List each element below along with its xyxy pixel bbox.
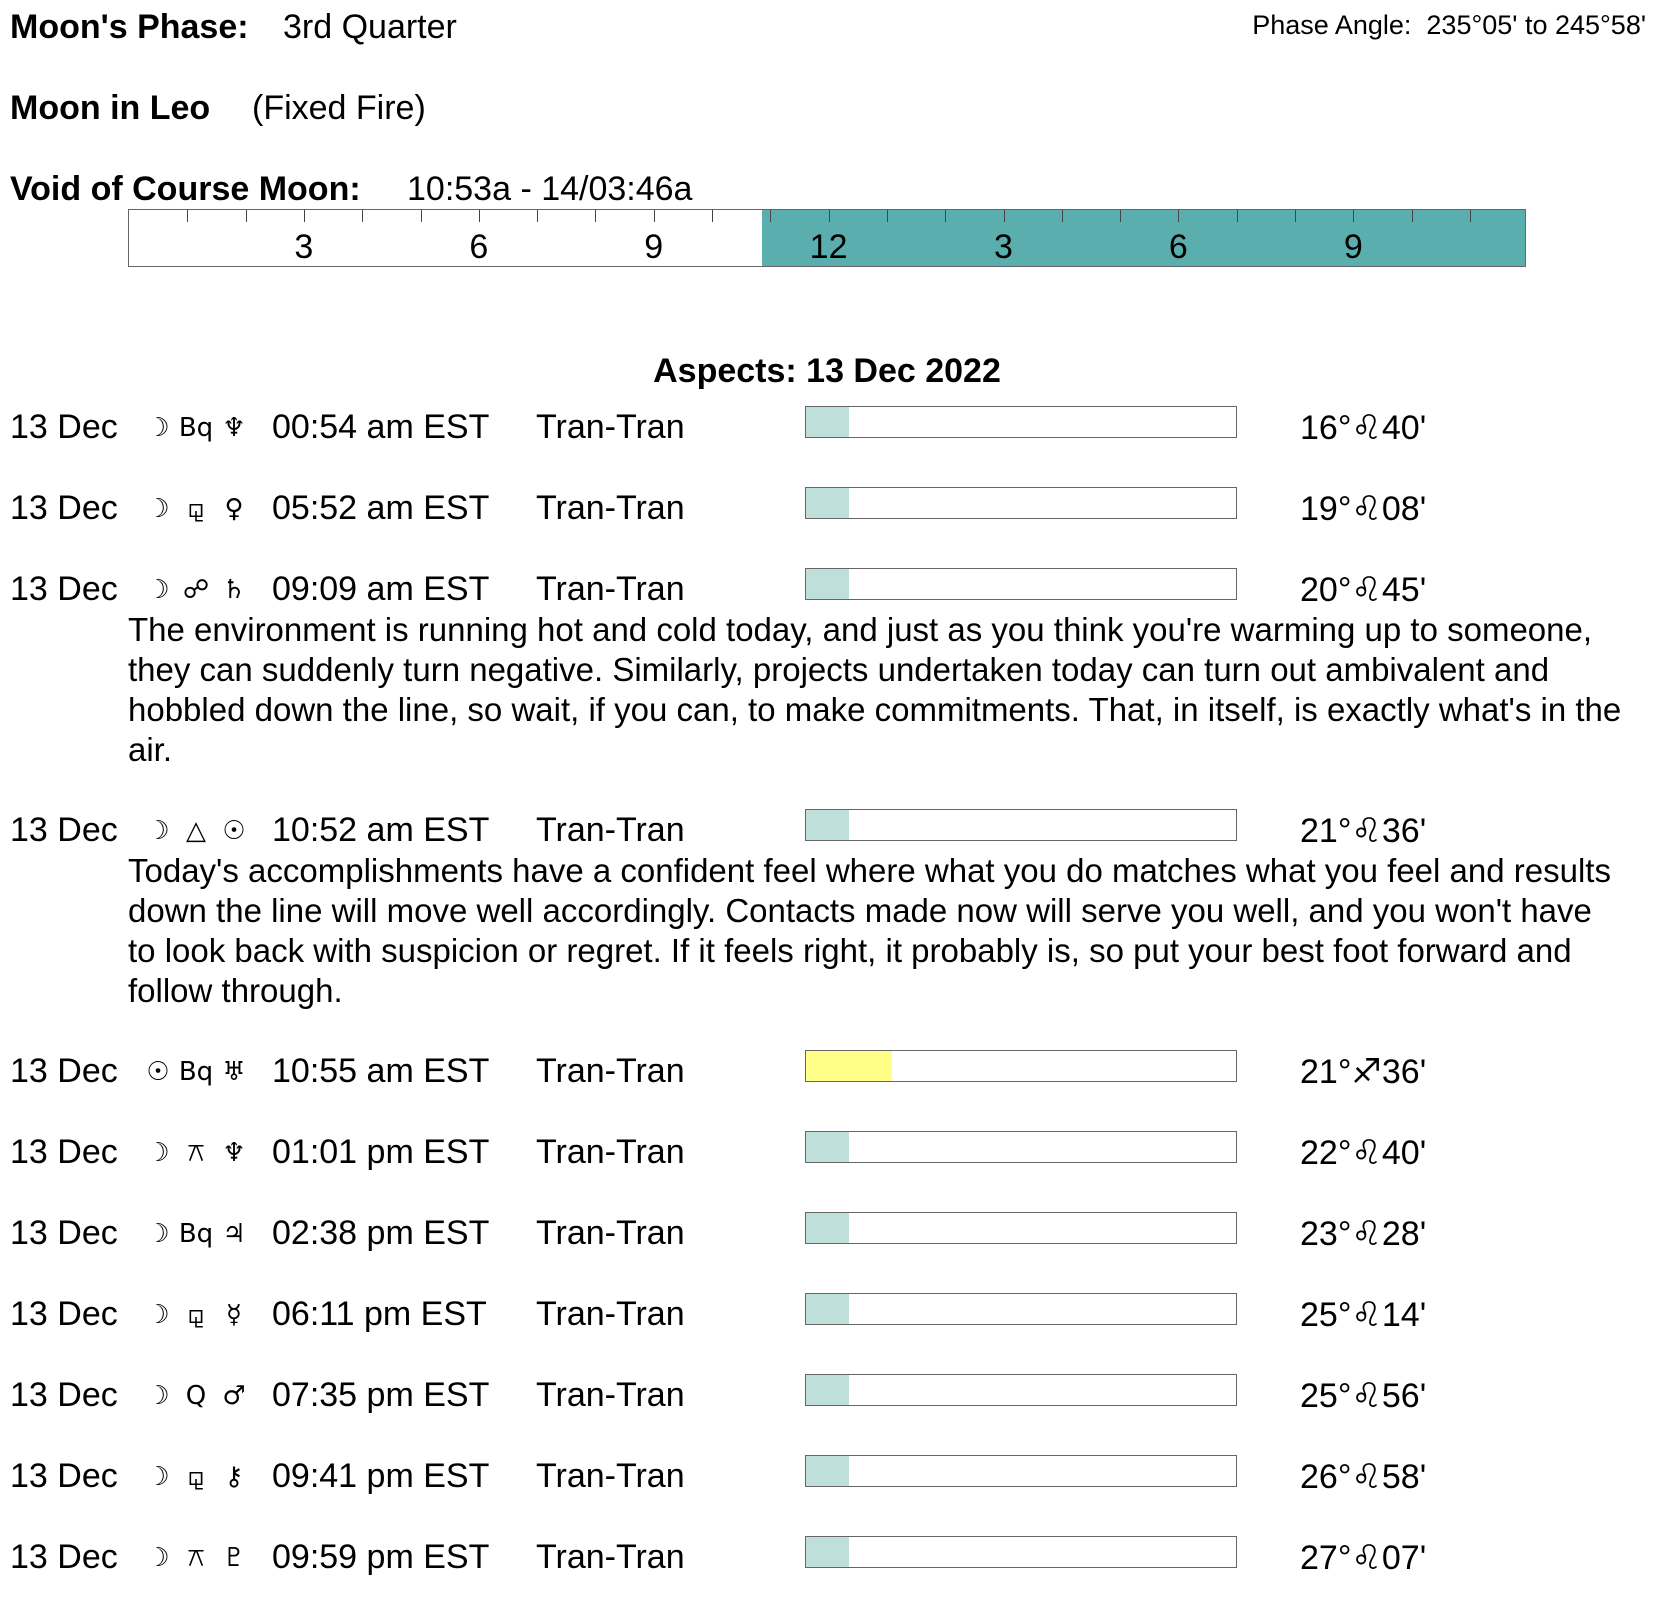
moon-phase-label: Moon's Phase:	[10, 8, 249, 46]
aspect-time: 05:52 am EST	[272, 489, 490, 527]
aspect-glyph: ⚻	[187, 1543, 205, 1573]
timeline-tick	[1295, 210, 1296, 222]
aspect-strength-bar	[805, 1536, 1237, 1568]
timeline-tick	[421, 210, 422, 222]
timeline-tick	[595, 210, 596, 222]
aspect-position: 21°♌36'	[1300, 812, 1427, 850]
phase-angle-label: Phase Angle:	[1252, 10, 1412, 40]
aspect-strength-bar	[805, 1131, 1237, 1163]
aspect-strength-bar	[805, 1293, 1237, 1325]
aspect-position: 16°♌40'	[1300, 409, 1427, 447]
aspect-glyphs	[138, 570, 254, 609]
aspect-glyphs	[138, 1538, 254, 1577]
aspect-strength-fill	[806, 1456, 849, 1486]
aspect-glyphs	[138, 1052, 254, 1091]
aspect-position: 19°♌08'	[1300, 490, 1427, 528]
aspect-type: Tran-Tran	[536, 1052, 685, 1090]
aspect-glyph: ⚼	[187, 494, 205, 524]
timeline-tick	[479, 210, 480, 222]
aspect-date: 13 Dec	[10, 1052, 118, 1090]
aspect-time: 01:01 pm EST	[272, 1133, 490, 1171]
aspect-position: 26°♌58'	[1300, 1458, 1427, 1496]
timeline-tick	[945, 210, 946, 222]
aspect-position: 25°♌56'	[1300, 1377, 1427, 1415]
aspect-date: 13 Dec	[10, 1133, 118, 1171]
planet-glyph: ☽	[146, 1219, 170, 1249]
timeline-hour-label: 12	[809, 228, 848, 266]
aspect-type: Tran-Tran	[536, 1295, 685, 1333]
aspect-time: 09:41 pm EST	[272, 1457, 490, 1495]
aspect-date: 13 Dec	[10, 1214, 118, 1252]
timeline-tick	[712, 210, 713, 222]
aspects-title: Aspects: 13 Dec 2022	[653, 352, 1001, 390]
aspect-glyphs	[138, 1457, 254, 1496]
planet-glyph: ☽	[146, 1300, 170, 1330]
aspect-description: The environment is running hot and cold today, and just as you think you're warming up to someone, they can suddenly turn negative. Similarly, projects undertaken today can turn out ambivalent and hobbled down the line, so wait, if you can, to make commitments. That, in itself, is exactly what's in the air.	[128, 611, 1622, 768]
aspect-strength-fill	[806, 1132, 849, 1162]
aspect-glyph: ⚼	[187, 1300, 205, 1330]
aspect-strength-bar	[805, 1374, 1237, 1406]
aspect-strength-bar	[805, 568, 1237, 600]
void-of-course-timeline	[128, 209, 1526, 267]
aspect-time: 09:09 am EST	[272, 570, 490, 608]
timeline-tick	[770, 210, 771, 222]
timeline-tick	[887, 210, 888, 222]
planet-glyph: ♀	[224, 494, 244, 524]
aspect-position: 22°♌40'	[1300, 1134, 1427, 1172]
aspect-strength-fill	[806, 1294, 849, 1324]
aspect-time: 02:38 pm EST	[272, 1214, 490, 1252]
planet-glyph: ♇	[222, 1543, 246, 1573]
aspect-time: 10:52 am EST	[272, 811, 490, 849]
planet-glyph: ☽	[146, 1462, 170, 1492]
aspect-date: 13 Dec	[10, 408, 118, 446]
timeline-hour-label: 3	[994, 228, 1013, 266]
aspect-strength-fill	[806, 488, 849, 518]
aspect-glyph: Q	[185, 1381, 207, 1411]
moon-sign-value: (Fixed Fire)	[252, 89, 426, 127]
aspect-time: 09:59 pm EST	[272, 1538, 490, 1576]
timeline-tick	[362, 210, 363, 222]
void-of-course-value: 10:53a - 14/03:46a	[407, 170, 693, 208]
aspect-time: 00:54 am EST	[272, 408, 490, 446]
timeline-tick	[1062, 210, 1063, 222]
aspect-date: 13 Dec	[10, 570, 118, 608]
phase-angle-value: 235°05' to 245°58'	[1426, 10, 1646, 40]
aspect-glyphs	[138, 489, 254, 528]
aspect-type: Tran-Tran	[536, 1133, 685, 1171]
planet-glyph: ☽	[146, 1381, 170, 1411]
aspect-type: Tran-Tran	[536, 570, 685, 608]
aspect-glyph: Bq	[178, 413, 214, 443]
aspect-date: 13 Dec	[10, 489, 118, 527]
planet-glyph: ☽	[146, 494, 170, 524]
aspect-description: Today's accomplishments have a confident feel where what you do matches what you feel and results down the line will move well accordingly. Contacts made now will serve you well, and you won't have to look back with suspicion or regret. If it feels right, it probably is, so put your best foot forward and follow through.	[128, 852, 1611, 1009]
phase-angle	[1252, 10, 1646, 41]
void-period-fill	[762, 210, 1525, 266]
aspect-time: 06:11 pm EST	[272, 1295, 487, 1333]
timeline-hour-label: 9	[644, 228, 664, 266]
aspect-type: Tran-Tran	[536, 1538, 685, 1576]
aspect-date: 13 Dec	[10, 1295, 118, 1333]
aspect-strength-fill	[806, 810, 849, 840]
aspect-date: 13 Dec	[10, 1538, 118, 1576]
timeline-tick	[1353, 210, 1354, 222]
planet-glyph: ⚷	[224, 1462, 244, 1492]
aspect-time: 10:55 am EST	[272, 1052, 490, 1090]
aspect-strength-bar	[805, 487, 1237, 519]
timeline-tick	[654, 210, 655, 222]
planet-glyph: ♅	[222, 1057, 246, 1087]
planet-glyph: ☽	[146, 1543, 170, 1573]
aspect-glyphs	[138, 1214, 254, 1253]
timeline-hour-label: 3	[294, 228, 314, 266]
aspect-position: 25°♌14'	[1300, 1296, 1427, 1334]
aspect-glyphs	[138, 1295, 254, 1334]
aspect-type: Tran-Tran	[536, 489, 685, 527]
timeline-tick	[1412, 210, 1413, 222]
aspect-glyph: Bq	[178, 1219, 214, 1249]
planet-glyph: ♄	[222, 575, 246, 605]
timeline-hour-label: 6	[469, 228, 489, 266]
timeline-tick	[1237, 210, 1238, 222]
aspect-glyphs	[138, 1376, 254, 1415]
aspect-strength-bar	[805, 809, 1237, 841]
aspect-strength-bar	[805, 1212, 1237, 1244]
timeline-tick	[187, 210, 188, 222]
aspect-position: 23°♌28'	[1300, 1215, 1427, 1253]
void-of-course-label: Void of Course Moon:	[10, 170, 361, 208]
aspect-strength-fill	[806, 1051, 892, 1081]
planet-glyph: ☉	[222, 816, 246, 846]
aspect-strength-fill	[806, 1537, 849, 1567]
aspect-position: 20°♌45'	[1300, 571, 1427, 609]
planet-glyph: ☽	[146, 816, 170, 846]
aspect-strength-fill	[806, 1375, 849, 1405]
moon-phase-value: 3rd Quarter	[283, 8, 457, 46]
aspect-time: 07:35 pm EST	[272, 1376, 490, 1414]
planet-glyph: ☉	[146, 1057, 170, 1087]
planet-glyph: ☿	[226, 1300, 242, 1330]
planet-glyph: ☽	[146, 1138, 170, 1168]
aspect-position: 27°♌07'	[1300, 1539, 1427, 1577]
aspect-type: Tran-Tran	[536, 1376, 685, 1414]
aspect-type: Tran-Tran	[536, 811, 685, 849]
aspect-glyph: Bq	[178, 1057, 214, 1087]
planet-glyph: ☽	[146, 413, 170, 443]
aspect-glyphs	[138, 811, 254, 850]
planet-glyph: ☽	[146, 575, 170, 605]
timeline-hour-label: 9	[1343, 228, 1363, 266]
planet-glyph: ♆	[222, 1138, 246, 1168]
planet-glyph: ♂	[222, 1381, 246, 1411]
aspect-strength-bar	[805, 406, 1237, 438]
aspect-glyphs	[138, 408, 254, 447]
aspect-type: Tran-Tran	[536, 408, 685, 446]
aspect-glyphs	[138, 1133, 254, 1172]
aspect-glyph: △	[186, 816, 206, 846]
planet-glyph: ♆	[222, 413, 246, 443]
timeline-tick	[1178, 210, 1179, 222]
timeline-tick	[304, 210, 305, 222]
timeline-tick	[1470, 210, 1471, 222]
aspect-strength-fill	[806, 569, 849, 599]
aspect-date: 13 Dec	[10, 1376, 118, 1414]
aspect-glyph: ☍	[182, 575, 210, 605]
planet-glyph: ♃	[222, 1219, 246, 1249]
aspect-glyph: ⚻	[187, 1138, 205, 1168]
aspect-strength-fill	[806, 407, 849, 437]
timeline-hour-label: 6	[1168, 228, 1188, 266]
aspect-strength-bar	[805, 1050, 1237, 1082]
timeline-tick	[1120, 210, 1121, 222]
timeline-tick	[537, 210, 538, 222]
moon-sign-label: Moon in Leo	[10, 89, 211, 127]
aspect-position: 21°♐36'	[1300, 1053, 1427, 1091]
aspect-strength-bar	[805, 1455, 1237, 1487]
timeline-tick	[246, 210, 247, 222]
aspect-strength-fill	[806, 1213, 849, 1243]
timeline-tick	[829, 210, 830, 222]
aspect-type: Tran-Tran	[536, 1214, 685, 1252]
aspect-date: 13 Dec	[10, 811, 118, 849]
aspect-date: 13 Dec	[10, 1457, 118, 1495]
aspect-type: Tran-Tran	[536, 1457, 685, 1495]
timeline-tick	[1004, 210, 1005, 222]
aspect-glyph: ⚼	[187, 1462, 205, 1492]
